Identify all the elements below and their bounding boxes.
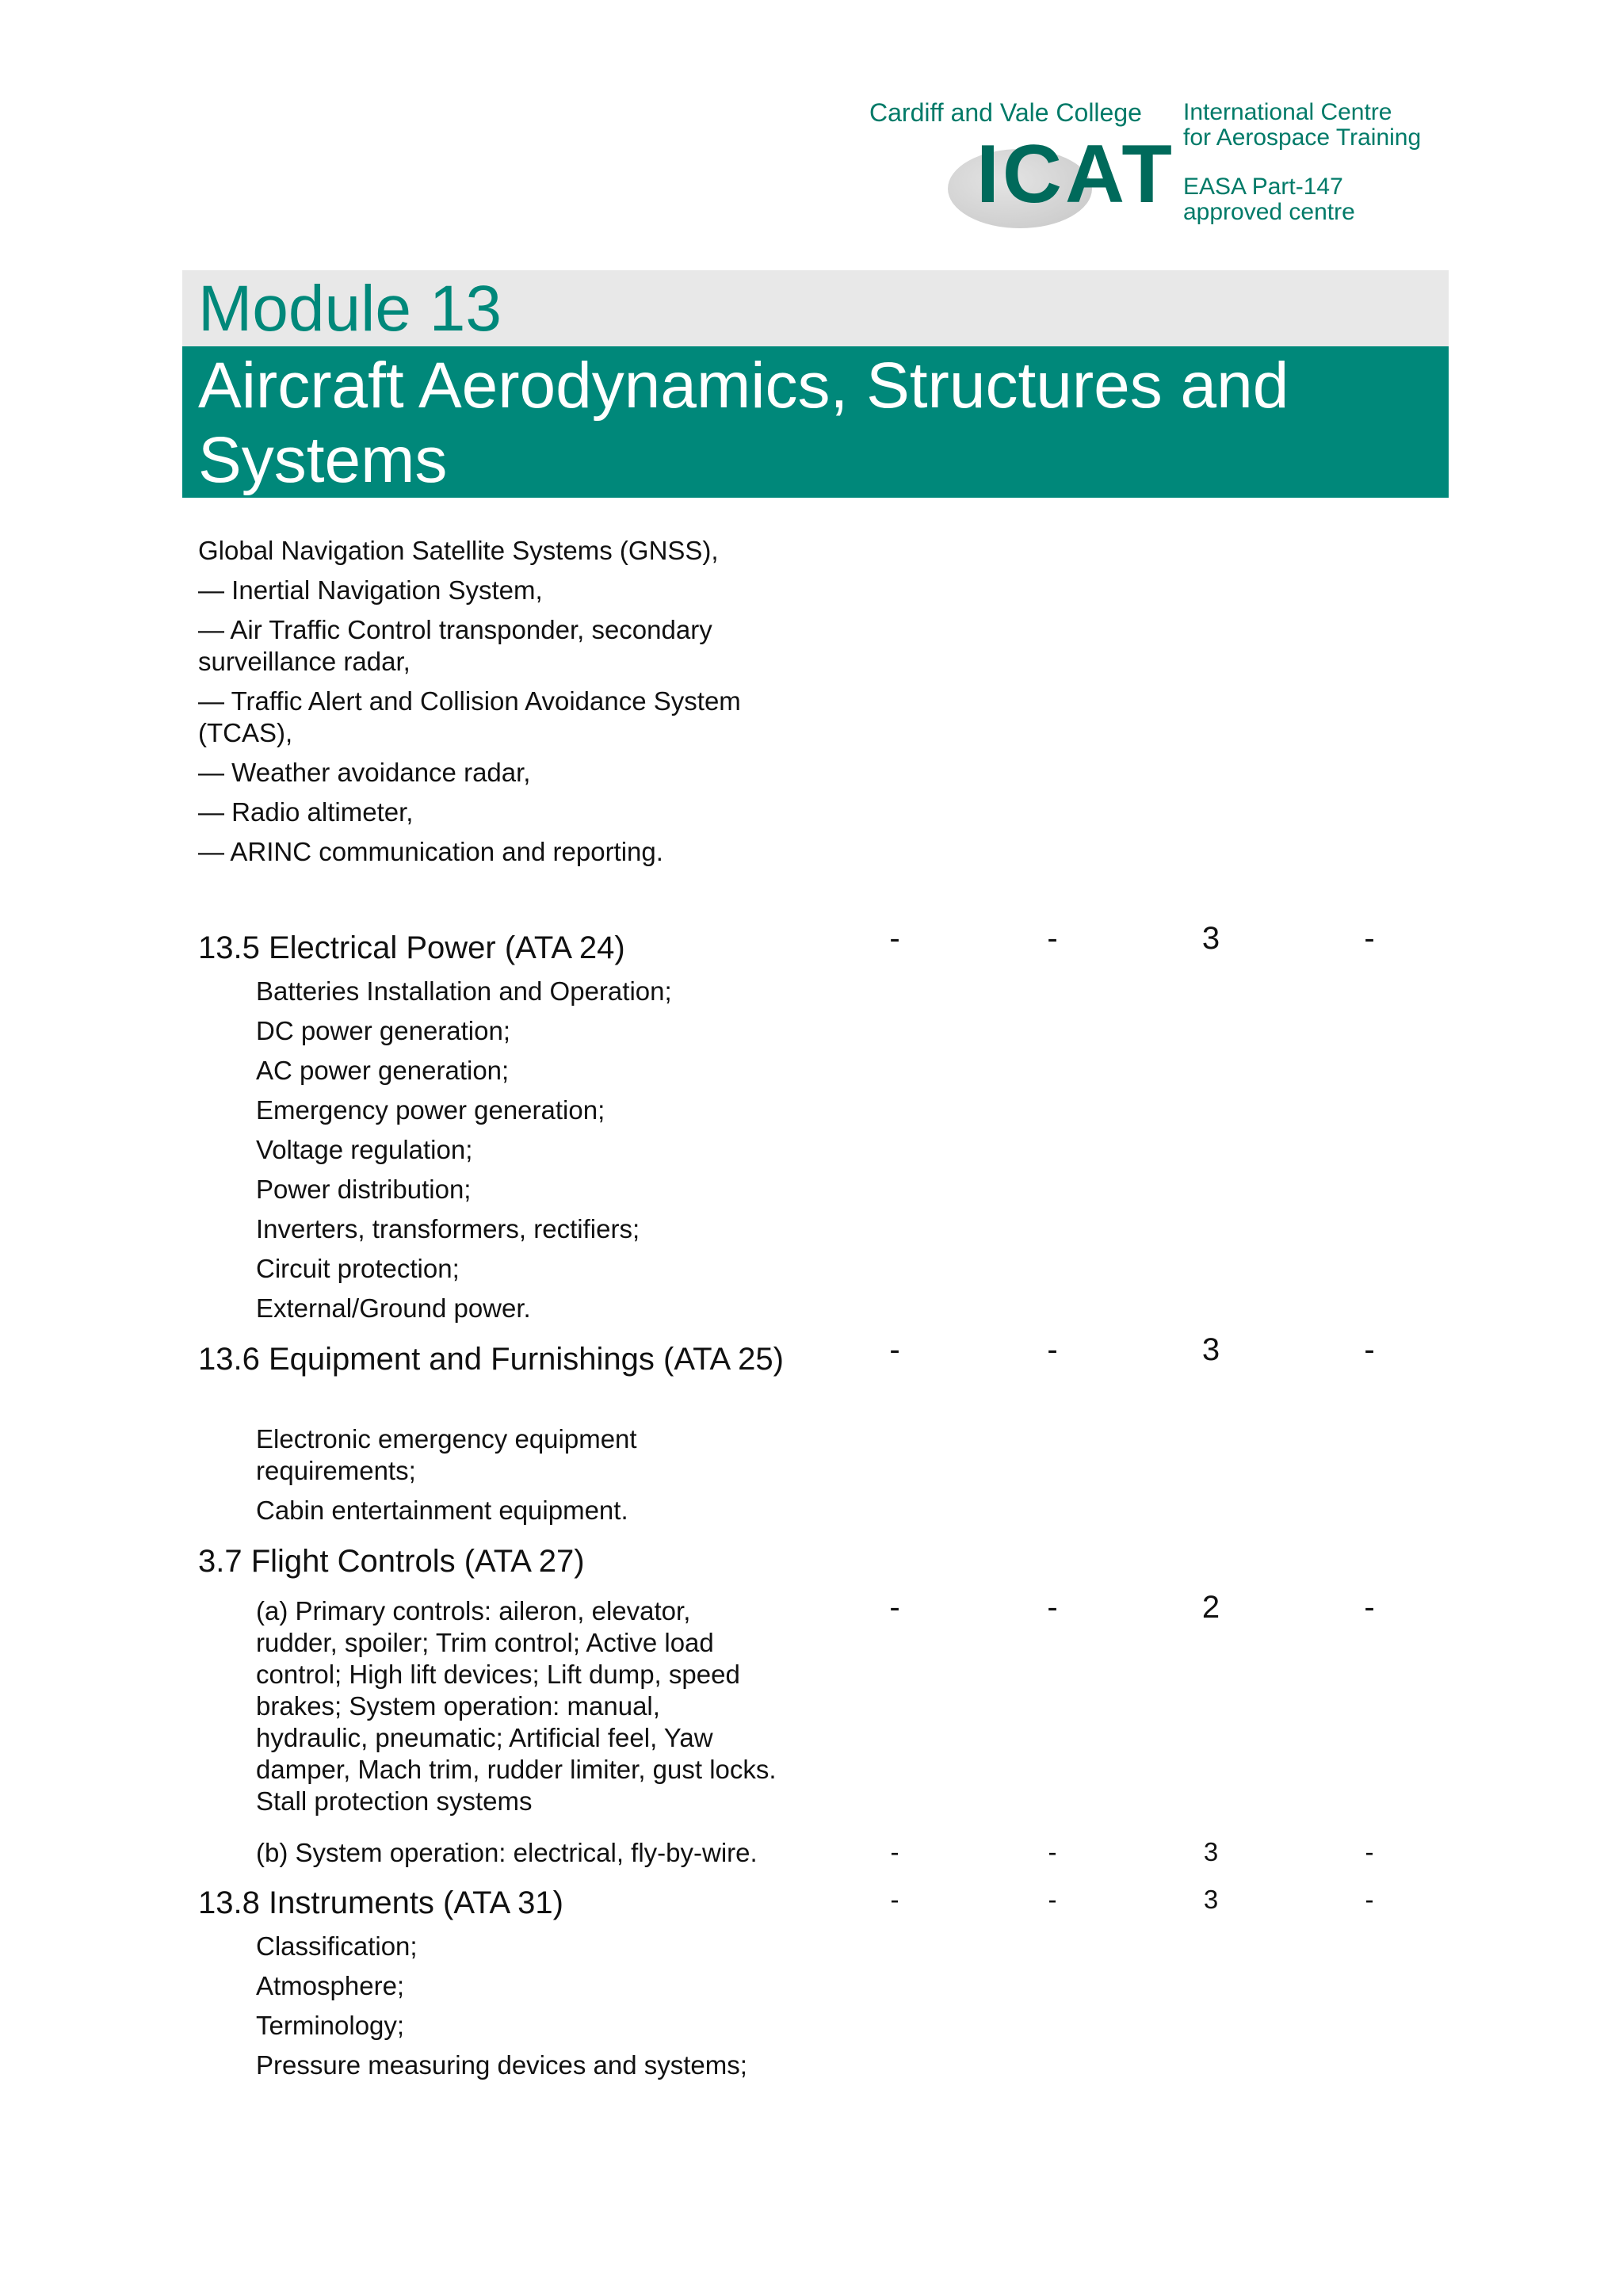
section-title: 13.6 Equipment and Furnishings (ATA 25) — [198, 1342, 784, 1377]
level-cell: 2 — [1201, 1590, 1220, 1625]
level-cell: - — [1364, 1332, 1375, 1367]
list-item: — Traffic Alert and Collision Avoidance System (TCAS), — [198, 686, 741, 747]
logo-line-4: approved centre — [1183, 199, 1355, 225]
list-item: (b) System operation: electrical, fly-by-wire. — [256, 1838, 758, 1867]
level-cell: - — [1047, 921, 1058, 956]
logo-line-3: EASA Part-147 — [1183, 174, 1343, 200]
level-cell: - — [1364, 1590, 1375, 1625]
list-item: Voltage regulation; — [256, 1135, 473, 1164]
logo-line-2: for Aerospace Training — [1183, 124, 1422, 151]
list-item: Inverters, transformers, rectifiers; — [256, 1214, 640, 1244]
level-cell: - — [1047, 1590, 1058, 1625]
list-item: Batteries Installation and Operation; — [256, 976, 672, 1006]
list-item: External/Ground power. — [256, 1293, 531, 1323]
level-cell: 3 — [1203, 1885, 1219, 1914]
list-item: Power distribution; — [256, 1175, 472, 1204]
level-cell: - — [889, 1332, 900, 1367]
list-item: Pressure measuring devices and systems; — [256, 2050, 747, 2080]
logo-college-name: Cardiff and Vale College — [869, 98, 1142, 127]
level-cell: 3 — [1201, 1332, 1220, 1367]
list-item: Cabin entertainment equipment. — [256, 1496, 628, 1525]
level-cell: 3 — [1201, 921, 1220, 956]
list-item: Circuit protection; — [256, 1254, 460, 1283]
logo-line-1: International Centre — [1183, 99, 1392, 125]
level-cell: - — [889, 1590, 900, 1625]
list-item: — ARINC communication and reporting. — [198, 837, 663, 866]
level-cell: - — [889, 921, 900, 956]
list-item: Atmosphere; — [256, 1971, 405, 2000]
section-title: 13.8 Instruments (ATA 31) — [198, 1885, 563, 1920]
level-cell: - — [1047, 1332, 1058, 1367]
section-title: 3.7 Flight Controls (ATA 27) — [198, 1544, 585, 1579]
level-cell: - — [1048, 1837, 1057, 1866]
list-item: Global Navigation Satellite Systems (GNSS), — [198, 536, 719, 565]
list-item: — Air Traffic Control transponder, secondary surveillance radar, — [198, 615, 712, 676]
list-item: Emergency power generation; — [256, 1095, 605, 1125]
module-number: Module 13 — [198, 273, 502, 345]
list-item: — Inertial Navigation System, — [198, 575, 543, 605]
level-cell: 3 — [1203, 1837, 1219, 1866]
level-cell: - — [890, 1837, 899, 1866]
list-item: AC power generation; — [256, 1056, 510, 1085]
list-item: Classification; — [256, 1931, 418, 1961]
list-item: — Radio altimeter, — [198, 797, 414, 827]
section-title: 13.5 Electrical Power (ATA 24) — [198, 930, 625, 965]
level-cell: - — [1365, 1837, 1374, 1866]
list-item: — Weather avoidance radar, — [198, 758, 531, 787]
list-item: Electronic emergency equipment requirements; — [256, 1424, 637, 1485]
list-item: Terminology; — [256, 2011, 405, 2040]
module-title: Aircraft Aerodynamics, Structures and Systems — [198, 350, 1289, 496]
level-cell: - — [1048, 1885, 1057, 1914]
list-item: (a) Primary controls: aileron, elevator, rudder, spoiler; Trim control; Active load control; High lift devices; Lift dump, speed brakes; System operation: manual, hydraulic, pneumatic; Artificial feel, Yaw damper, Mach trim, rudder limiter, gust locks. Stall protection systems — [256, 1596, 777, 1816]
level-cell: - — [1364, 921, 1375, 956]
logo-icat-mark: ICAT — [976, 128, 1175, 220]
level-cell: - — [890, 1885, 899, 1914]
level-cell: - — [1365, 1885, 1374, 1914]
list-item: DC power generation; — [256, 1016, 511, 1045]
